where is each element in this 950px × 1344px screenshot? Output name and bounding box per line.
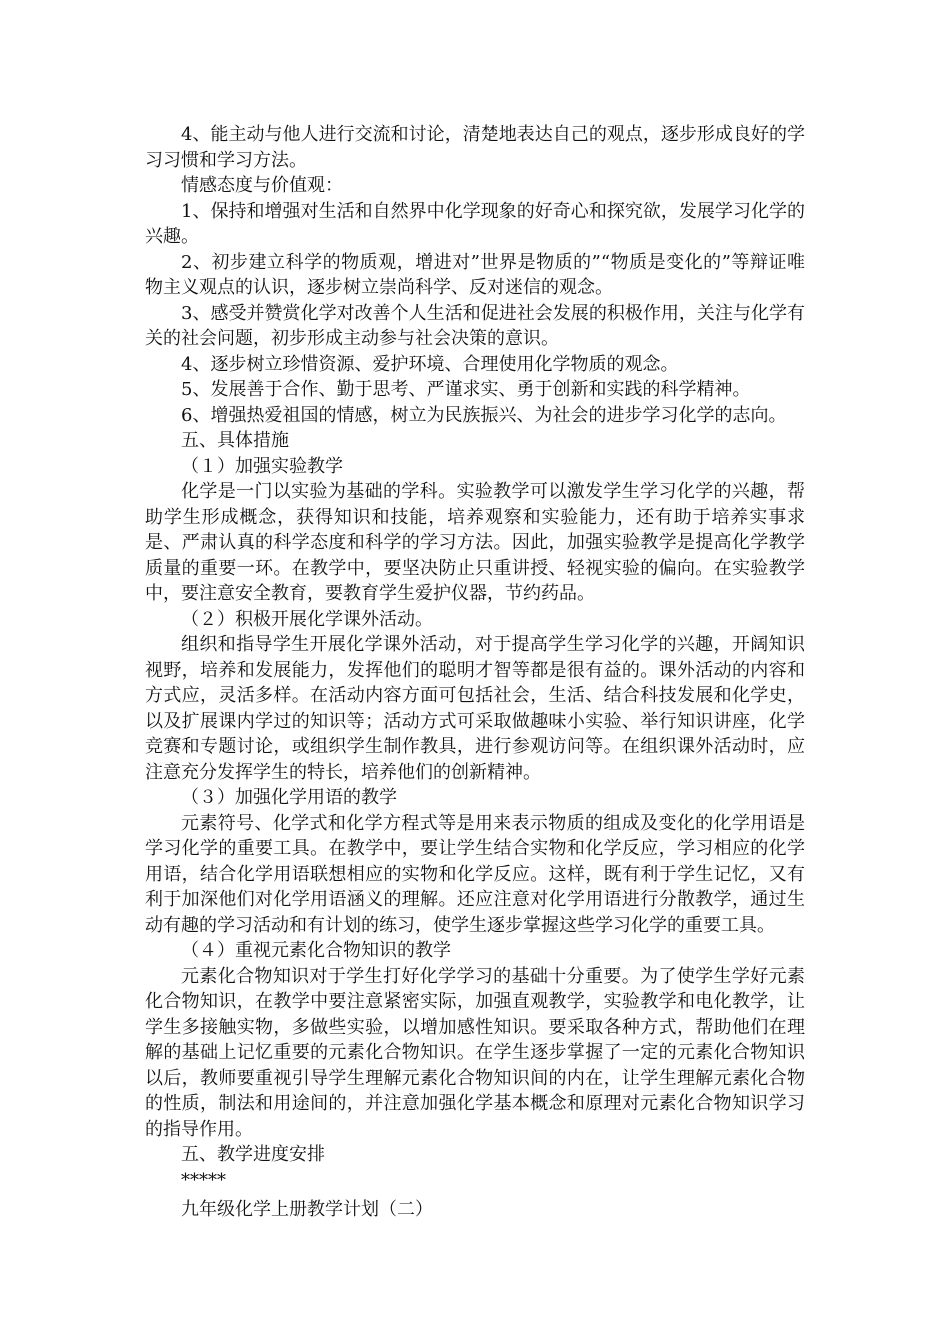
measure-4-body: 元素化合物知识对于学生打好化学学习的基础十分重要。为了使学生学好元素化合物知识，在教学中要注意紧密实际，加强直观教学，实验教学和电化教学，让学生多接触实物，多做些实验，以增加感性知识。要采取各种方式，帮助他们在理解的基础上记忆重要的元素化合物知识。在学生逐步掌握了一定的元素化合物知识以后，教师要重视引导学生理解元素化合物知识间的内在，让学生理解元素化合物的性质，制法和用途间的，并注意加强化学基本概念和原理对元素化合物知识学习的指导作用。: [145, 965, 805, 1140]
measure-3-body: 元素符号、化学式和化学方程式等是用来表示物质的组成及变化的化学用语是学习化学的重要工具。在教学中，要让学生结合实物和化学反应，学习相应的化学用语，结合化学用语联想相应的实物和化学反应。这样，既有利于学生记忆，又有利于加深他们对化学用语涵义的理解。还应注意对化学用语进行分散教学，通过生动有趣的学习活动和有计划的练习，使学生逐步掌握这些学习化学的重要工具。: [145, 812, 805, 936]
emotion-item-6: 6、增强热爱祖国的情感，树立为民族振兴、为社会的进步学习化学的志向。: [181, 404, 787, 426]
subheading-measure-4: （４）重视元素化合物知识的教学: [181, 940, 451, 961]
measure-1-body: 化学是一门以实验为基础的学科。实验教学可以激发学生学习化学的兴趣，帮助学生形成概念，获得知识和技能，培养观察和实验能力，还有助于培养实事求是、严肃认真的科学态度和科学的学习方法。因此，加强实验教学是提高化学教学质量的重要一环。在教学中，要坚决防止只重讲授、轻视实验的偏向。在实验教学中，要注意安全教育，要教育学生爱护仪器，节约药品。: [145, 481, 805, 604]
heading-emotion-values: 情感态度与价值观：: [181, 175, 343, 196]
measure-2-body: 组织和指导学生开展化学课外活动，对于提高学生学习化学的兴趣，开阔知识视野，培养和发展能力，发挥他们的聪明才智等都是很有益的。课外活动的内容和方式应，灵活多样。在活动内容方面可包括社会，生活、结合科技发展和化学史，以及扩展课内学过的知识等；活动方式可采取做趣味小实验、举行知识讲座，化学竞赛和专题讨论，或组织学生制作教具，进行参观访问等。在组织课外活动时，应注意充分发挥学生的特长，培养他们的创新精神。: [145, 634, 805, 783]
emotion-item-2: 2、初步建立科学的物质观，增进对”世界是物质的”“物质是变化的”等辩证唯物主义观点的认识，逐步树立崇尚科学、反对迷信的观念。: [145, 251, 805, 298]
next-document-title: 九年级化学上册教学计划（二）: [181, 1199, 433, 1220]
emotion-item-1: 1、保持和增强对生活和自然界中化学现象的好奇心和探究欲，发展学习化学的兴趣。: [145, 200, 805, 247]
ability-item-4: 4、能主动与他人进行交流和讨论，清楚地表达自己的观点，逐步形成良好的学习习惯和学习方法。: [145, 124, 805, 171]
emotion-item-5: 5、发展善于合作、勤于思考、严谨求实、勇于创新和实践的科学精神。: [181, 379, 751, 400]
heading-measures: 五、具体措施: [181, 430, 289, 451]
emotion-item-4: 4、逐步树立珍惜资源、爱护环境、合理使用化学物质的观念。: [181, 353, 679, 375]
emotion-item-3: 3、感受并赞赏化学对改善个人生活和促进社会发展的积极作用，关注与化学有关的社会问题，初步形成主动参与社会决策的意识。: [145, 302, 805, 349]
document-page: [145, 122, 805, 1223]
separator-stars: *****: [181, 1169, 226, 1191]
subheading-measure-1: （１）加强实验教学: [181, 455, 343, 477]
subheading-measure-3: （３）加强化学用语的教学: [181, 787, 397, 808]
subheading-measure-2: （２）积极开展化学课外活动。: [181, 608, 433, 630]
heading-schedule: 五、教学进度安排: [181, 1144, 325, 1165]
